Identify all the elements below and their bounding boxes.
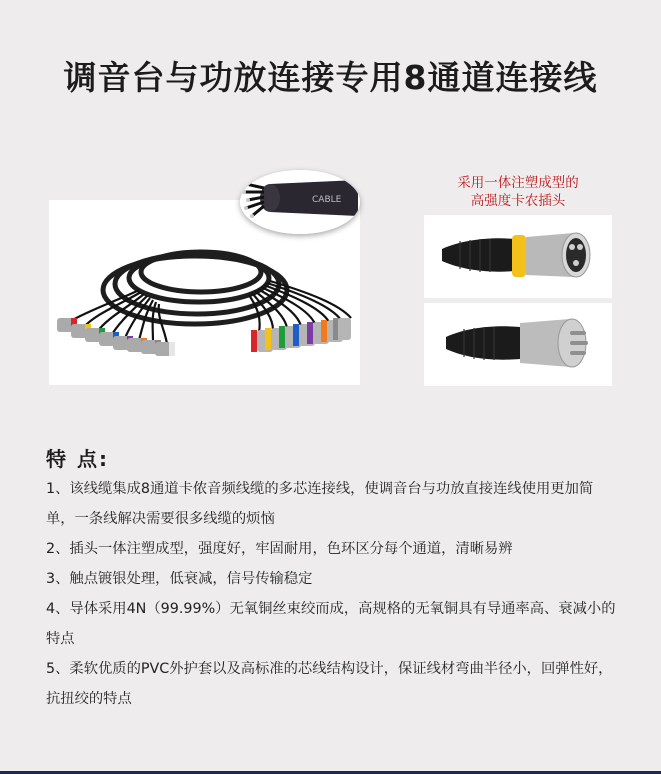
xlr-female-illustration <box>424 215 612 298</box>
feature-item-2: 2、插头一体注塑成型，强度好，牢固耐用，色环区分每个通道，清晰易辨 <box>46 541 513 557</box>
caption-line-1: 采用一体注塑成型的 <box>457 175 579 191</box>
left-connectors <box>57 318 175 356</box>
caption-line-2: 高强度卡农插头 <box>470 193 566 209</box>
feature-item-3: 3、触点镀银处理，低衰减，信号传输稳定 <box>46 571 313 587</box>
cable-cross-section-illustration <box>240 170 360 234</box>
xlr-male-illustration <box>424 303 612 386</box>
feature-item-5: 5、柔软优质的PVC外护套以及高标准的芯线结构设计，保证线材弯曲半径小，回弹性好，抗扭绞的特点 <box>46 661 613 707</box>
features-list <box>46 474 621 714</box>
cable-label: CABLE <box>312 195 342 205</box>
xlr-male-connector-photo <box>424 303 612 386</box>
feature-item-4: 4、导体采用4N（99.99%）无氧铜丝束绞而成，高规格的无氧铜具有导通率高、衰减小的特点 <box>46 601 616 647</box>
features-heading: 特 点: <box>46 447 109 471</box>
cable-cross-section-inset <box>240 170 360 234</box>
page-title: 调音台与功放连接专用8通道连接线 <box>63 58 598 97</box>
feature-item-1: 1、该线缆集成8通道卡侬音频线缆的多芯连接线，使调音台与功放直接连线使用更加简单，一条线解决需要很多线缆的烦恼 <box>46 481 594 527</box>
connector-caption <box>424 174 612 210</box>
xlr-female-connector-photo <box>424 215 612 298</box>
